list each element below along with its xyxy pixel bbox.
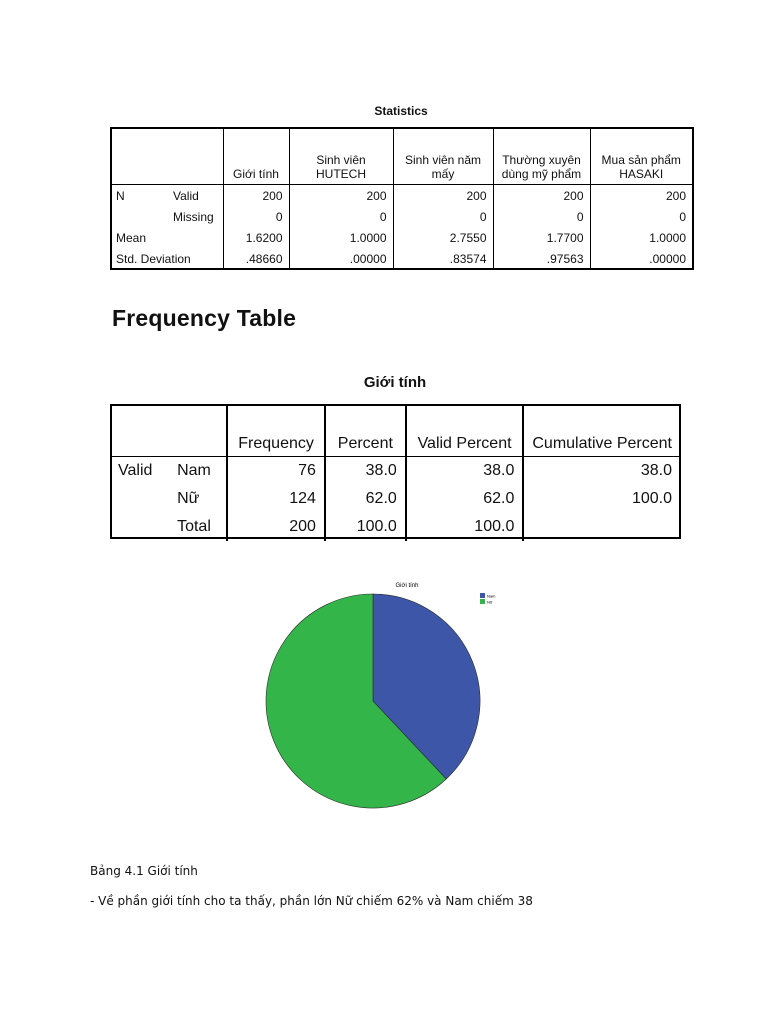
stat-value: 1.7700 <box>493 227 590 248</box>
stat-value: 200 <box>493 185 590 207</box>
group-label: Valid <box>118 462 153 479</box>
freq-value: 100.0 <box>406 513 524 541</box>
row-label: Mean <box>116 230 147 245</box>
statistics-row <box>110 206 692 227</box>
statistics-col-header: Mua sản phẩm HASAKI <box>590 127 692 185</box>
group-label-empty <box>110 485 169 513</box>
freq-value: 38.0 <box>406 457 524 486</box>
statistics-col-header: Sinh viên HUTECH <box>289 127 393 185</box>
legend-label: Nữ <box>487 599 493 605</box>
row-sublabel: Valid <box>173 188 199 203</box>
freq-value: 62.0 <box>406 485 524 513</box>
freq-value: 124 <box>227 485 325 513</box>
gender-table-title: Giới tính <box>363 374 427 391</box>
stat-value: 200 <box>590 185 692 207</box>
row-label: Total <box>177 518 211 535</box>
gender-header-row <box>110 404 680 457</box>
statistics-header-row <box>110 127 692 185</box>
legend-swatch <box>480 599 485 604</box>
gender-col-header: Percent <box>325 404 406 457</box>
legend-label: Nam <box>487 593 496 599</box>
stat-value: .83574 <box>393 248 493 269</box>
stat-value: 0 <box>393 206 493 227</box>
gender-col-header: Cumulative Percent <box>523 404 680 457</box>
stat-value: 200 <box>393 185 493 207</box>
row-label: Std. Deviation <box>116 251 191 266</box>
pie-title: Giới tính <box>395 583 419 589</box>
freq-value: 38.0 <box>325 457 406 486</box>
stat-value: 1.6200 <box>223 227 289 248</box>
stat-value: 0 <box>223 206 289 227</box>
stat-value: 1.0000 <box>590 227 692 248</box>
stat-value: .97563 <box>493 248 590 269</box>
row-label <box>110 206 167 227</box>
gender-pie-chart <box>262 578 522 818</box>
stat-value: 200 <box>223 185 289 207</box>
freq-value: 76 <box>227 457 325 486</box>
table-caption: Bảng 4.1 Giới tính <box>90 864 198 878</box>
freq-value: 200 <box>227 513 325 541</box>
gender-row <box>110 457 680 486</box>
stat-value: 200 <box>289 185 393 207</box>
stat-value: 0 <box>289 206 393 227</box>
freq-value: 100.0 <box>523 485 680 513</box>
row-sublabel: Missing <box>173 209 214 224</box>
legend-swatch <box>480 593 485 598</box>
gender-col-header: Frequency <box>227 404 325 457</box>
freq-value: 62.0 <box>325 485 406 513</box>
freq-value <box>523 513 680 541</box>
statistics-title: Statistics <box>374 104 428 118</box>
statistics-corner-cell <box>110 127 223 185</box>
gender-summary-note: - Về phần giới tính cho ta thấy, phần lớn Nữ chiếm 62% và Nam chiếm 38 <box>90 894 533 908</box>
statistics-col-header: Thường xuyên dùng mỹ phẩm <box>493 127 590 185</box>
stat-value: .00000 <box>590 248 692 269</box>
gender-corner-cell <box>110 404 227 457</box>
statistics-col-header: Sinh viên năm mấy <box>393 127 493 185</box>
group-label-empty <box>110 513 169 541</box>
stat-value: 0 <box>590 206 692 227</box>
gender-row <box>110 513 680 541</box>
statistics-table <box>110 127 692 269</box>
pie-slices <box>266 594 480 808</box>
row-label: Nam <box>177 462 211 479</box>
freq-value: 100.0 <box>325 513 406 541</box>
statistics-row <box>110 185 692 207</box>
freq-value: 38.0 <box>523 457 680 486</box>
gender-frequency-table <box>110 404 680 541</box>
statistics-row <box>110 227 692 248</box>
statistics-col-header: Giới tính <box>223 127 289 185</box>
pie-legend <box>480 593 496 605</box>
pie-svg <box>262 578 522 818</box>
stat-value: 2.7550 <box>393 227 493 248</box>
row-label: Nữ <box>177 490 200 507</box>
gender-row <box>110 485 680 513</box>
gender-col-header: Valid Percent <box>406 404 524 457</box>
stat-value: .00000 <box>289 248 393 269</box>
stat-value: .48660 <box>223 248 289 269</box>
stat-value: 0 <box>493 206 590 227</box>
statistics-row <box>110 248 692 269</box>
row-label: N <box>116 188 125 203</box>
frequency-table-heading: Frequency Table <box>112 305 297 331</box>
stat-value: 1.0000 <box>289 227 393 248</box>
